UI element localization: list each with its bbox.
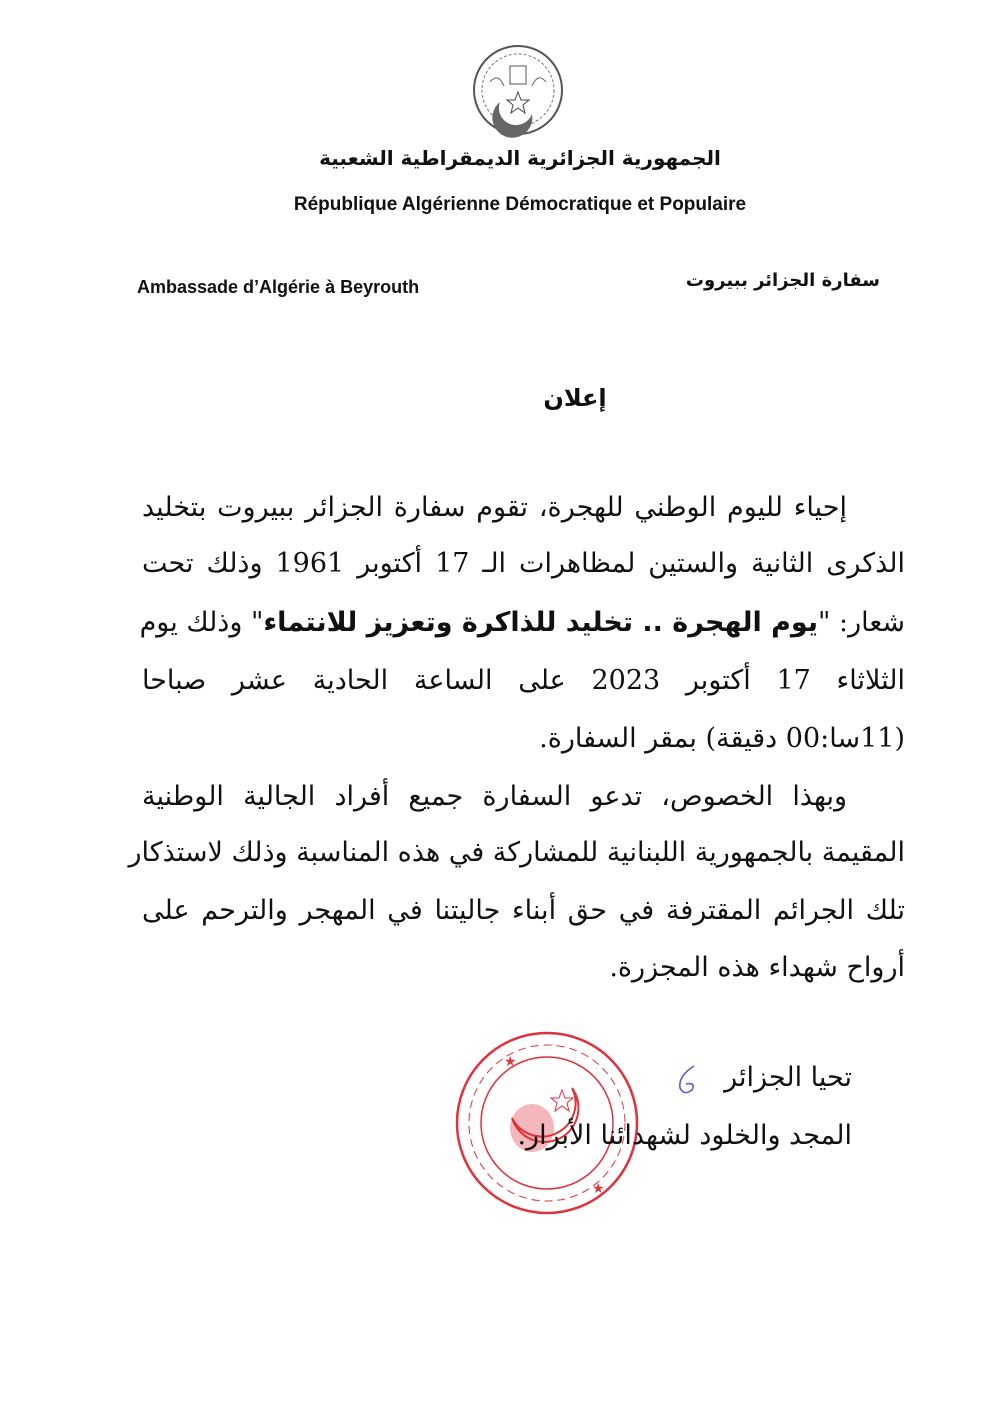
body-line: الذكرى الثانية والستين لمظاهرات الـ 17 أكتوبر 1961 وذلك تحت [142, 548, 906, 579]
closing-glory-martyrs: المجد والخلود لشهدائنا الأبرار. [517, 1120, 852, 1151]
emblem-icon [470, 42, 566, 138]
slogan-text: يوم الهجرة .. تخليد للذاكرة وتعزيز للانتماء [263, 607, 818, 638]
body-line: إحياء لليوم الوطني للهجرة، تقوم سفارة الجزائر ببيروت بتخليد [142, 492, 847, 523]
handwritten-initial-icon [672, 1062, 702, 1098]
body-line: الثلاثاء 17 أكتوبر 2023 على الساعة الحادية عشر صباحا [142, 665, 905, 696]
embassy-name-french: Ambassade d’Algérie à Beyrouth [137, 277, 420, 297]
body-line-slogan [139, 603, 905, 643]
slogan-suffix: " وذلك يوم [139, 607, 264, 638]
body-line: تلك الجرائم المقترفة في حق أبناء جاليتنا في المهجر والترحم على [142, 895, 905, 926]
slogan-prefix: شعار: " [817, 607, 905, 638]
closing-long-live-algeria: تحيا الجزائر [724, 1062, 852, 1093]
svg-text:★: ★ [592, 1181, 605, 1197]
body-line: المقيمة بالجمهورية اللبنانية للمشاركة في هذه المناسبة وذلك لاستذكار [128, 837, 905, 868]
svg-text:★: ★ [504, 1054, 517, 1070]
announcement-heading: إعلان [543, 384, 607, 412]
body-line: أرواح شهداء هذه المجزرة. [609, 952, 905, 983]
embassy-name-arabic: سفارة الجزائر ببيروت [685, 270, 880, 291]
republic-title-french: République Algérienne Démocratique et Populaire [293, 194, 747, 215]
body-line: وبهذا الخصوص، تدعو السفارة جميع أفراد الجالية الوطنية [142, 781, 847, 812]
body-line: (11سا:00 دقيقة) بمقر السفارة. [539, 723, 905, 754]
republic-title-arabic: الجمهورية الجزائرية الديمقراطية الشعبية [319, 146, 721, 170]
